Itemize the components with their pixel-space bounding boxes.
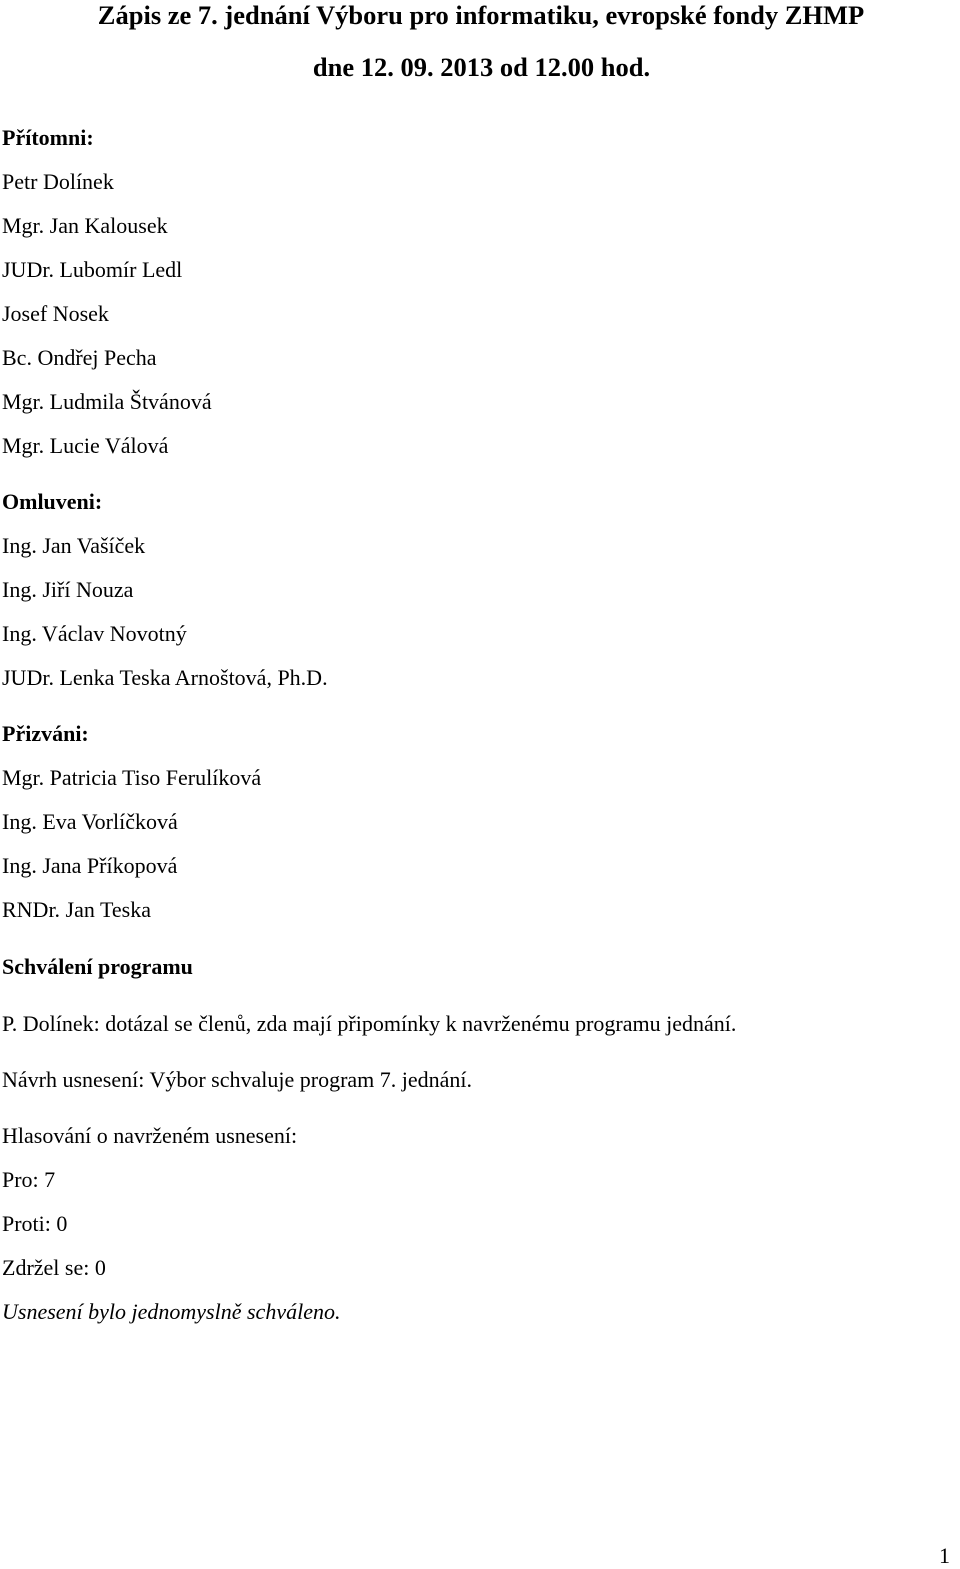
invited-name: Ing. Jana Příkopová [2, 853, 178, 878]
excused-name: Ing. Jan Vašíček [2, 533, 146, 558]
present-name: Petr Dolínek [2, 169, 114, 194]
title-line-2: dne 12. 09. 2013 od 12.00 hod. [312, 52, 651, 82]
invited-name: Mgr. Patricia Tiso Ferulíková [2, 765, 262, 790]
invited-name: Ing. Eva Vorlíčková [2, 809, 178, 834]
excused-heading: Omluveni: [2, 489, 103, 514]
vote-abstain: Zdržel se: 0 [2, 1255, 106, 1280]
program-heading: Schválení programu [2, 954, 193, 979]
present-name: Mgr. Jan Kalousek [2, 213, 168, 238]
present-name: JUDr. Lubomír Ledl [2, 257, 183, 282]
invited-name: RNDr. Jan Teska [2, 897, 151, 922]
vote-for: Pro: 7 [2, 1167, 56, 1192]
resolution-result: Usnesení bylo jednomyslně schváleno. [2, 1299, 341, 1324]
resolution-proposal: Návrh usnesení: Výbor schvaluje program 7. jednání. [2, 1067, 473, 1092]
page-title [0, 0, 960, 82]
present-heading: Přítomni: [2, 125, 94, 150]
page-number: 1 [939, 1543, 950, 1568]
vote-heading: Hlasování o navrženém usnesení: [2, 1123, 298, 1148]
program-statement: P. Dolínek: dotázal se členů, zda mají připomínky k navrženému programu jednání. [2, 1011, 737, 1036]
excused-name: Ing. Jiří Nouza [2, 577, 134, 602]
present-name: Bc. Ondřej Pecha [2, 345, 157, 370]
excused-name: Ing. Václav Novotný [2, 621, 187, 646]
invited-heading: Přizváni: [2, 721, 89, 746]
vote-against: Proti: 0 [2, 1211, 68, 1236]
excused-name: JUDr. Lenka Teska Arnoštová, Ph.D. [2, 665, 328, 690]
present-name: Mgr. Ludmila Štvánová [2, 389, 212, 414]
title-line-1: Zápis ze 7. jednání Výboru pro informatiku, evropské fondy ZHMP [97, 0, 865, 30]
present-name: Mgr. Lucie Válová [2, 433, 169, 458]
present-name: Josef Nosek [2, 301, 109, 326]
